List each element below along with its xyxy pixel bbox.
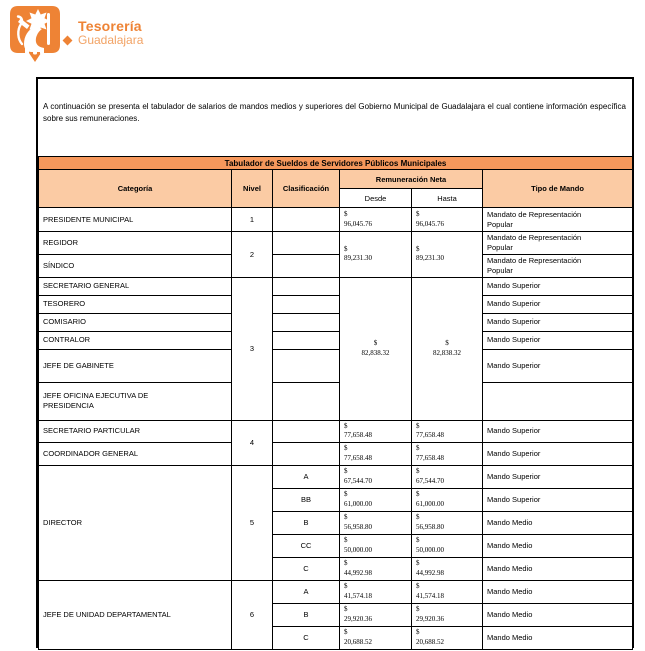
cell-nivel: 5 xyxy=(232,465,273,580)
cell-desde: $ 44,992.98 xyxy=(340,557,412,580)
cell-tipo: Mandato de Representación Popular xyxy=(483,208,633,232)
cell-tipo: Mando Superior xyxy=(483,277,633,295)
cell-clasificacion: B xyxy=(273,603,340,626)
cell-clasificacion: C xyxy=(273,557,340,580)
diamond-icon xyxy=(63,36,73,46)
header-categoria: Categoría xyxy=(39,170,232,208)
cell-hasta: $ 82,838.32 xyxy=(412,277,483,420)
table-row xyxy=(39,420,633,442)
cell-nivel: 1 xyxy=(232,208,273,232)
cell-clasificacion xyxy=(273,331,340,349)
cell-clasificacion: CC xyxy=(273,534,340,557)
cell-tipo: Mando Superior xyxy=(483,420,633,442)
cell-hasta: $ 89,231.30 xyxy=(412,232,483,278)
cell-tipo: Mando Superior xyxy=(483,442,633,465)
cell-categoria: COORDINADOR GENERAL xyxy=(39,442,232,465)
table-title: Tabulador de Sueldos de Servidores Públicos Municipales xyxy=(39,157,633,170)
cell-tipo: Mando Superior xyxy=(483,295,633,313)
header-tipo-de-mando: Tipo de Mando xyxy=(483,170,633,208)
cell-desde: $ 82,838.32 xyxy=(340,277,412,420)
table-row xyxy=(39,208,633,232)
cell-hasta: $ 50,000.00 xyxy=(412,534,483,557)
header-desde: Desde xyxy=(340,189,412,208)
table-row xyxy=(39,349,633,382)
table-row xyxy=(39,313,633,331)
cell-clasificacion xyxy=(273,232,340,255)
cell-tipo: Mando Superior xyxy=(483,331,633,349)
cell-hasta: $ 77,658.48 xyxy=(412,420,483,442)
guadalajara-shield-icon xyxy=(8,4,62,64)
table-row xyxy=(39,465,633,488)
cell-categoria: JEFE DE UNIDAD DEPARTAMENTAL xyxy=(39,580,232,649)
table-row xyxy=(39,382,633,420)
cell-categoria: SÍNDICO xyxy=(39,254,232,277)
cell-clasificacion: B xyxy=(273,511,340,534)
cell-desde: $ 29,920.36 xyxy=(340,603,412,626)
cell-clasificacion xyxy=(273,442,340,465)
cell-hasta: $ 61,000.00 xyxy=(412,488,483,511)
table-row xyxy=(39,580,633,603)
cell-hasta: $ 77,658.48 xyxy=(412,442,483,465)
cell-categoria: JEFE OFICINA EJECUTIVA DE PRESIDENCIA xyxy=(39,382,232,420)
cell-categoria: JEFE DE GABINETE xyxy=(39,349,232,382)
cell-hasta: $ 56,958.80 xyxy=(412,511,483,534)
cell-desde: $ 77,658.48 xyxy=(340,442,412,465)
cell-tipo: Mando Superior xyxy=(483,465,633,488)
cell-desde: $ 50,000.00 xyxy=(340,534,412,557)
cell-categoria: PRESIDENTE MUNICIPAL xyxy=(39,208,232,232)
cell-desde: $ 77,658.48 xyxy=(340,420,412,442)
table-body xyxy=(39,208,633,650)
cell-desde: $ 61,000.00 xyxy=(340,488,412,511)
cell-clasificacion xyxy=(273,208,340,232)
table-row xyxy=(39,232,633,255)
cell-tipo: Mando Medio xyxy=(483,626,633,649)
cell-desde: $ 20,688.52 xyxy=(340,626,412,649)
cell-nivel: 2 xyxy=(232,232,273,278)
cell-hasta: $ 96,045.76 xyxy=(412,208,483,232)
cell-hasta: $ 29,920.36 xyxy=(412,603,483,626)
table-row xyxy=(39,442,633,465)
cell-clasificacion xyxy=(273,254,340,277)
header-nivel: Nivel xyxy=(232,170,273,208)
cell-clasificacion xyxy=(273,420,340,442)
cell-tipo: Mandato de Representación Popular xyxy=(483,232,633,255)
cell-nivel: 4 xyxy=(232,420,273,465)
intro-paragraph: A continuación se presenta el tabulador de salarios de mandos medios y superiores del Gobierno Municipal de Guadalajara el cual contiene información específica sobre sus remuneraciones. xyxy=(43,102,626,123)
cell-hasta: $ 67,544.70 xyxy=(412,465,483,488)
cell-clasificacion: BB xyxy=(273,488,340,511)
cell-nivel: 6 xyxy=(232,580,273,649)
cell-categoria: SECRETARIO PARTICULAR xyxy=(39,420,232,442)
cell-categoria: SECRETARIO GENERAL xyxy=(39,277,232,295)
cell-tipo: Mando Superior xyxy=(483,349,633,382)
header-hasta: Hasta xyxy=(412,189,483,208)
table-row xyxy=(39,331,633,349)
cell-desde: $ 89,231.30 xyxy=(340,232,412,278)
app-logo xyxy=(8,4,62,64)
cell-clasificacion xyxy=(273,277,340,295)
cell-clasificacion xyxy=(273,295,340,313)
cell-categoria: REGIDOR xyxy=(39,232,232,255)
cell-desde: $ 56,958.80 xyxy=(340,511,412,534)
cell-categoria: DIRECTOR xyxy=(39,465,232,580)
cell-tipo: Mando Superior xyxy=(483,313,633,331)
cell-desde: $ 67,544.70 xyxy=(340,465,412,488)
cell-clasificacion: C xyxy=(273,626,340,649)
brand-subtitle: Guadalajara xyxy=(78,33,144,48)
table-row xyxy=(39,277,633,295)
cell-hasta: $ 41,574.18 xyxy=(412,580,483,603)
cell-clasificacion xyxy=(273,349,340,382)
cell-desde: $ 96,045.76 xyxy=(340,208,412,232)
header-clasificacion: Clasificación xyxy=(273,170,340,208)
document-box xyxy=(36,77,634,648)
table-row xyxy=(39,295,633,313)
cell-hasta: $ 20,688.52 xyxy=(412,626,483,649)
brand-text xyxy=(78,19,143,48)
salary-table xyxy=(38,156,633,650)
cell-tipo xyxy=(483,382,633,420)
cell-nivel: 3 xyxy=(232,277,273,420)
header-remuneracion-neta: Remuneración Neta xyxy=(340,170,483,189)
cell-desde: $ 41,574.18 xyxy=(340,580,412,603)
cell-categoria: COMISARIO xyxy=(39,313,232,331)
cell-clasificacion: A xyxy=(273,580,340,603)
cell-clasificacion xyxy=(273,382,340,420)
cell-clasificacion: A xyxy=(273,465,340,488)
cell-tipo: Mando Medio xyxy=(483,534,633,557)
cell-tipo: Mando Medio xyxy=(483,603,633,626)
cell-tipo: Mando Medio xyxy=(483,511,633,534)
table-row xyxy=(39,254,633,277)
cell-categoria: CONTRALOR xyxy=(39,331,232,349)
cell-tipo: Mando Medio xyxy=(483,557,633,580)
cell-tipo: Mandato de Representación Popular xyxy=(483,254,633,277)
cell-tipo: Mando Medio xyxy=(483,580,633,603)
cell-categoria: TESORERO xyxy=(39,295,232,313)
brand-title: Tesorería xyxy=(78,18,142,34)
cell-hasta: $ 44,992.98 xyxy=(412,557,483,580)
cell-tipo: Mando Superior xyxy=(483,488,633,511)
cell-clasificacion xyxy=(273,313,340,331)
